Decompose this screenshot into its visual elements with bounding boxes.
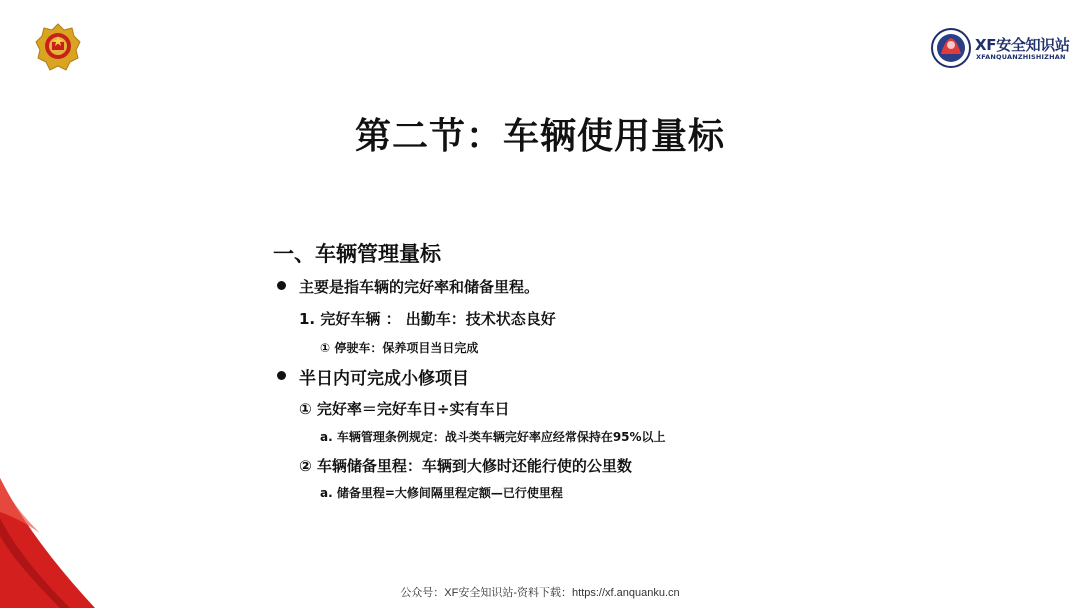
bullet-dot xyxy=(277,281,286,290)
slide-title: 第二节：车辆使用量标 xyxy=(354,116,725,157)
site-logo-subtitle: XFANQUANZHISHIZHAN xyxy=(976,53,1066,61)
site-logo xyxy=(931,28,1070,70)
bullet-text: 主要是指车辆的完好率和储备里程。 xyxy=(299,278,540,296)
list-subitem: a. 储备里程=大修间隔里程定额—已行使里程 xyxy=(320,486,563,500)
section-heading: 一、车辆管理量标 xyxy=(273,242,441,266)
list-subitem: ① 停驶车：保养项目当日完成 xyxy=(320,341,479,355)
list-item: ① 完好率＝完好车日÷实有车日 xyxy=(299,400,510,418)
list-subitem: a. 车辆管理条例规定：战斗类车辆完好率应经常保持在95%以上 xyxy=(320,430,666,444)
list-item: 1. 完好车辆 ： 出勤车：技术状态良好 xyxy=(299,310,556,328)
bullet-dot xyxy=(277,371,286,380)
xf-site-logo-icon xyxy=(931,28,971,68)
bullet-text: 半日内可完成小修项目 xyxy=(299,369,469,389)
site-logo-name: XF安全知识站 xyxy=(975,36,1070,54)
list-item: ② 车辆储备里程：车辆到大修时还能行使的公里数 xyxy=(299,457,632,475)
footer-text: 公众号：XF安全知识站-资料下载：https://xf.anquanku.cn xyxy=(400,587,680,599)
fire-rescue-emblem-icon xyxy=(34,22,82,72)
